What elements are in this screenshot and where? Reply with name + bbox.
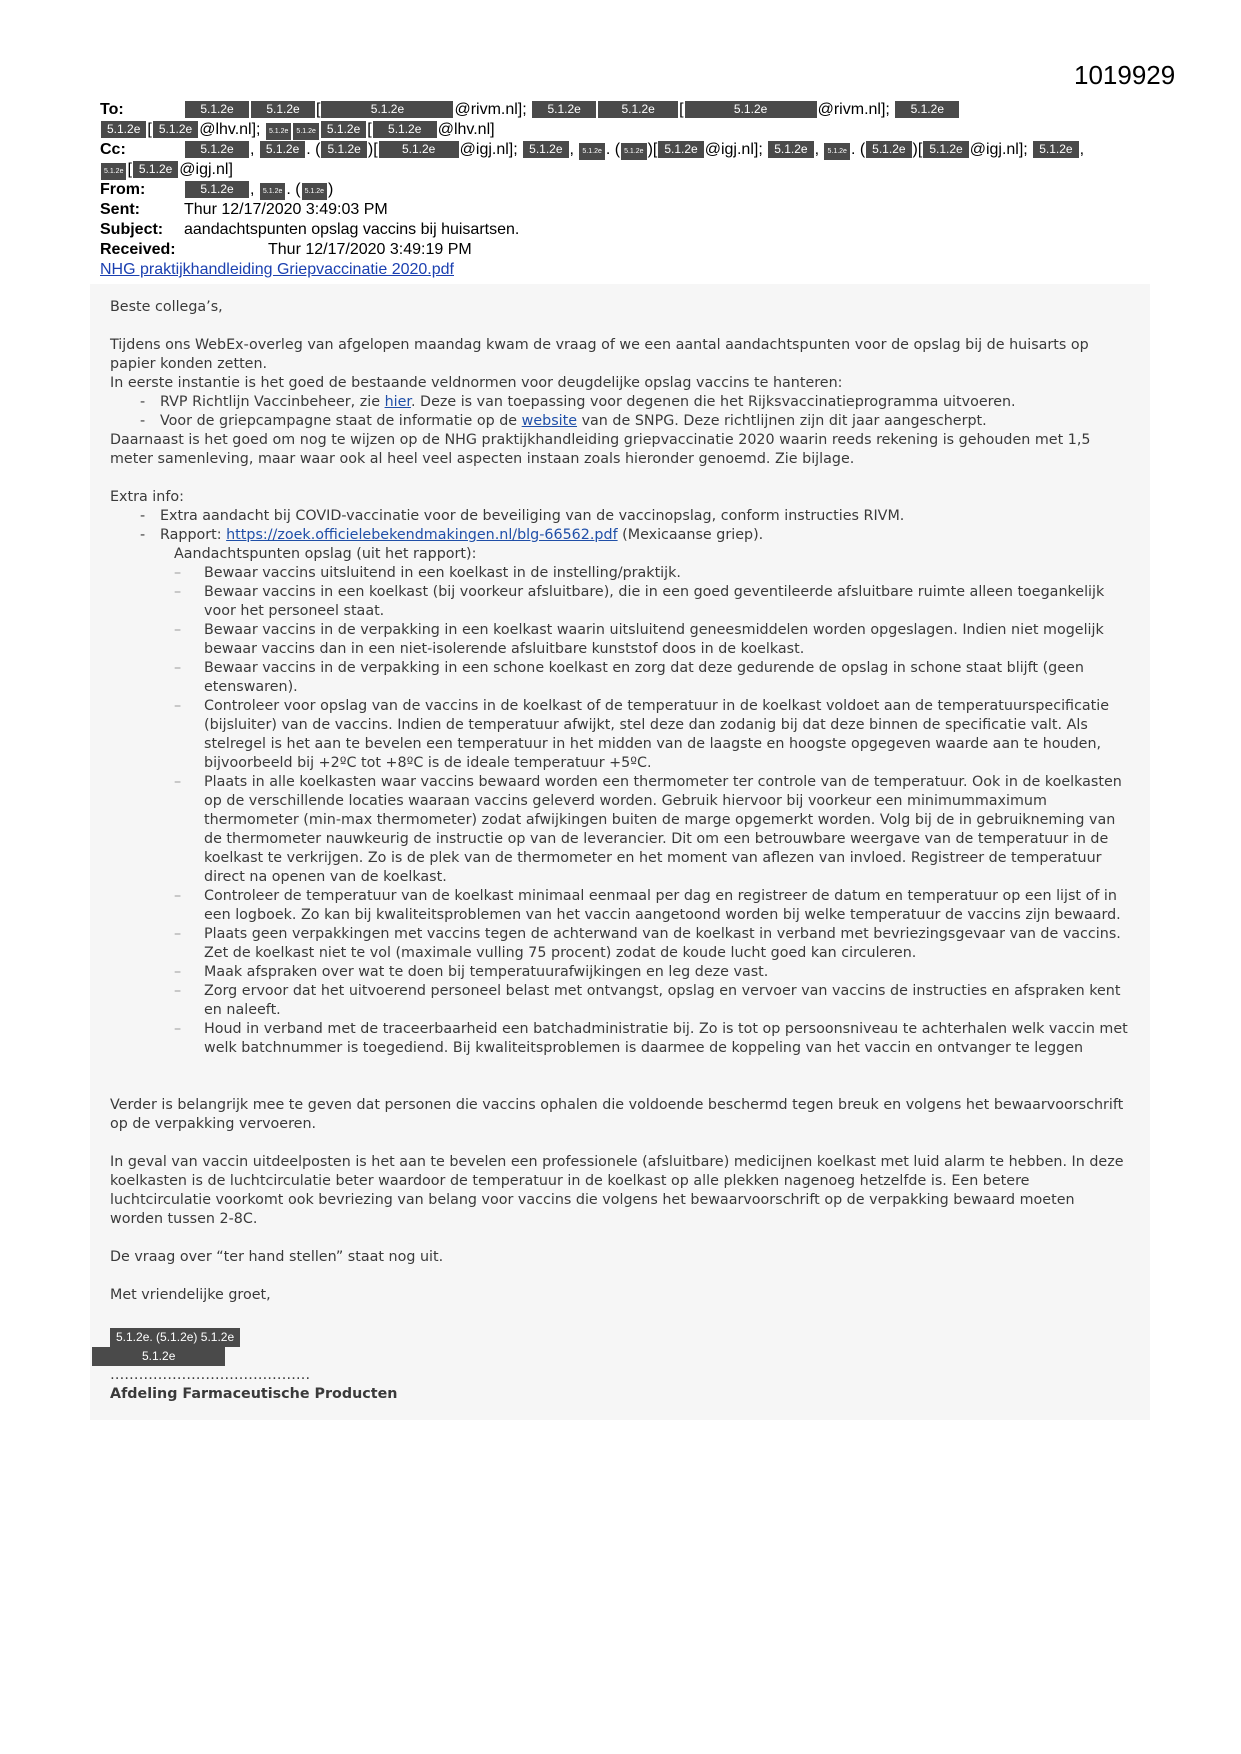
received-value: Thur 12/17/2020 3:49:19 PM [268, 241, 472, 258]
redaction: 5.1.2e [321, 121, 366, 138]
department-name: Afdeling Farmaceutische Producten [110, 1386, 398, 1402]
list-item: – Plaats geen verpakkingen met vaccins tegen de achterwand van de koelkast in verband met bevriezingsgevaar van de vaccins. Zet de koelkast niet te vol (maximale vulling 75 procent) zodat de koude lucht goed kan circuleren. [174, 925, 1130, 963]
from-row: From: 5.1.2e , 5.1.2e . ( 5.1.2e ) [100, 181, 334, 198]
redaction: 5.1.2e [658, 141, 703, 158]
redaction: 5.1.2e [621, 143, 646, 160]
email-domain: @lhv.nl]; [199, 121, 261, 138]
redaction: 5.1.2e [523, 141, 568, 158]
email-domain: @igj.nl]; [459, 141, 518, 158]
email-domain: @lhv.nl] [437, 121, 495, 138]
to-label: To: [100, 101, 124, 118]
email-header [100, 100, 1180, 280]
subject-label: Subject: [100, 221, 164, 238]
redaction: 5.1.2e [579, 143, 604, 160]
redaction: 5.1.2e [101, 121, 146, 138]
paragraph: In geval van vaccin uitdeelposten is het aan te bevelen een professionele (afsluitbare) medicijnen koelkast met luid alarm te hebben. In deze koelkasten is de luchtcirculatie beter waardoor de temperatuur in de koelkast op alle plekken nagenoeg hetzelfde is. Een betere luchtcirculatie voorkomt ook bevriezing van belang voor vaccins die volgens het bewaarvoorschrift op de verpakking bewaard moeten worden tussen 2-8C. [110, 1154, 1124, 1227]
paragraph: In eerste instantie is het goed de bestaande veldnormen voor deugdelijke opslag vaccins te hanteren: [110, 375, 843, 391]
extra-info-list [110, 507, 1130, 545]
received-label: Received: [100, 241, 176, 258]
redaction: 5.1.2e [101, 163, 126, 180]
subject-row [100, 220, 1180, 240]
paragraph: Daarnaast is het goed om nog te wijzen op de NHG praktijkhandleiding griepvaccinatie 2020 waarin reeds rekening is gehouden met 1,5 meter samenleving, maar waar ook al heel veel aspecten instaan zoals hieronder genoemd. Zie bijlage. [110, 432, 1091, 467]
extra-info-heading: Extra info: [110, 489, 184, 505]
redaction: 5.1.2e [185, 181, 249, 198]
paragraph: Tijdens ons WebEx-overleg van afgelopen maandag kwam de vraag of we een aantal aandachtspunten voor de opslag bij de huisarts op papier konden zetten. [110, 337, 1089, 372]
attachment-row [100, 260, 1180, 280]
redaction: 5.1.2e [153, 121, 198, 138]
cc-row-cont: 5.1.2e [ 5.1.2e @igj.nl] [100, 160, 1180, 180]
subheading: Aandachtspunten opslag (uit het rapport): [174, 546, 477, 562]
list-item: - Voor de griepcampagne staat de informatie op de website van de SNPG. Deze richtlijnen zijn dit jaar aangescherpt. [140, 412, 1130, 431]
redaction: 5.1.2e [321, 101, 453, 118]
redaction: 5.1.2e [685, 101, 817, 118]
redaction: 5.1.2e [251, 101, 315, 118]
closing: Met vriendelijke groet, [110, 1287, 271, 1303]
redaction: 5.1.2e [768, 141, 813, 158]
redaction: 5.1.2e [923, 141, 968, 158]
redaction: 5.1.2e [92, 1347, 225, 1366]
subject-value: aandachtspunten opslag vaccins bij huisartsen. [184, 221, 520, 238]
list-item: – Bewaar vaccins uitsluitend in een koelkast in de instelling/praktijk. [174, 564, 1130, 583]
sent-label: Sent: [100, 201, 140, 218]
redaction: 5.1.2e [302, 183, 327, 200]
redaction: 5.1.2e [185, 141, 249, 158]
redaction: 5.1.2e [321, 141, 366, 158]
redaction: 5.1.2e. (5.1.2e) 5.1.2e [110, 1328, 240, 1347]
email-domain: @igj.nl] [179, 161, 233, 178]
report-link[interactable]: https://zoek.officielebekendmakingen.nl/blg-66562.pdf [226, 527, 618, 543]
list-item: – Controleer voor opslag van de vaccins in de koelkast of de temperatuur in de koelkast voldoet aan de temperatuurspecificatie (bijsluiter) van de vaccins. Indien de temperatuur afwijkt, stel deze dan zodanig bij dat deze binnen de specificatie valt. Als stelregel is het aan te bevelen een temperatuur in het midden van de laagste en hoogste opgegeven waarde aan te houden, bijvoorbeeld bij +2ºC tot +8ºC is de ideale temperatuur +5ºC. [174, 697, 1130, 773]
redaction: 5.1.2e [260, 183, 285, 200]
email-body [90, 284, 1150, 1420]
list-item: - RVP Richtlijn Vaccinbeheer, zie hier. Deze is van toepassing voor degenen die het Rijksvaccinatieprogramma uitvoeren. [140, 393, 1130, 412]
cc-row: Cc: 5.1.2e , 5.1.2e . ( 5.1.2e )[ 5.1.2e @igj.nl]; 5.1.2e , 5.1.2e . ( 5.1.2e )[ 5.1.2e @igj.nl]; 5.1.2e , 5.1.2e . ( 5.1.2e )[ 5.1.2e @igj.nl]; 5.1.2e , [100, 141, 1085, 158]
redaction: 5.1.2e [266, 123, 291, 140]
paragraph: De vraag over “ter hand stellen” staat nog uit. [110, 1249, 444, 1265]
cc-label: Cc: [100, 141, 126, 158]
list-item: - Rapport: https://zoek.officielebekendmakingen.nl/blg-66562.pdf (Mexicaanse griep). [140, 526, 1130, 545]
from-label: From: [100, 181, 146, 198]
sent-value: Thur 12/17/2020 3:49:03 PM [184, 201, 388, 218]
email-domain: @igj.nl]; [704, 141, 763, 158]
storage-points-list [110, 564, 1130, 1058]
email-domain: @igj.nl]; [969, 141, 1028, 158]
hier-link[interactable]: hier [384, 394, 411, 410]
list-item: – Bewaar vaccins in de verpakking in een schone koelkast en zorg dat deze gedurende de opslag in schone staat blijft (geen etenswaren). [174, 659, 1130, 697]
redaction: 5.1.2e [866, 141, 911, 158]
redaction: 5.1.2e [824, 143, 849, 160]
signature [110, 1328, 1130, 1366]
document-number: 1019929 [1074, 60, 1176, 90]
list-item: – Bewaar vaccins in een koelkast (bij voorkeur afsluitbare), die in een goed geventileerde afsluitbare ruimte alleen toegankelijk voor het personeel staat. [174, 583, 1130, 621]
greeting: Beste collega’s, [110, 299, 223, 315]
list-item: – Maak afspraken over wat te doen bij temperatuurafwijkingen en leg deze vast. [174, 963, 1130, 982]
list-item: – Controleer de temperatuur van de koelkast minimaal eenmaal per dag en registreer de datum en temperatuur op een lijst of in een logboek. Zo kan bij kwaliteitsproblemen van het vaccin aangetoond worden bij welke temperatuur de vaccins zijn bewaard. [174, 887, 1130, 925]
guideline-list [110, 393, 1130, 431]
email-domain: @rivm.nl]; [454, 101, 527, 118]
redaction: 5.1.2e [1033, 141, 1078, 158]
list-item: – Bewaar vaccins in de verpakking in een koelkast waarin uitsluitend geneesmiddelen worden opgeslagen. Indien niet mogelijk bewaar vaccins dan in een niet-isolerende afsluitbare kunststof doos in de koelkast. [174, 621, 1130, 659]
redaction: 5.1.2e [293, 123, 318, 140]
list-item: – Plaats in alle koelkasten waar vaccins bewaard worden een thermometer ter controle van de temperatuur. Ook in de koelkasten op de verschillende locaties waaraan vaccins geleverd worden. Gebruik hiervoor bij voorkeur een minimummaximum thermometer (min-max thermometer) zodat afwijkingen buiten de marge opgemerkt worden. Volg bij de in gebruikneming van de thermometer nauwkeurig de instructie op van de leverancier. Dit om een betrouwbare weergave van de temperatuur in de koelkast te verkrijgen. Zo is de plek van de thermometer en het moment van aflezen van invloed. Registreer de temperatuur direct na openen van de koelkast. [174, 773, 1130, 887]
paragraph: Verder is belangrijk mee te geven dat personen die vaccins ophalen die voldoende beschermd tegen breuk en volgens het bewaarvoorschrift op de verpakking vervoeren. [110, 1097, 1124, 1132]
list-item: - Extra aandacht bij COVID-vaccinatie voor de beveiliging van de vaccinopslag, conform instructies RIVM. [140, 507, 1130, 526]
email-domain: @rivm.nl]; [817, 101, 890, 118]
redaction: 5.1.2e [895, 101, 959, 118]
received-row [100, 240, 1180, 260]
to-row: To: 5.1.2e 5.1.2e [ 5.1.2e @rivm.nl]; 5.1.2e 5.1.2e [ 5.1.2e @rivm.nl]; 5.1.2e [100, 100, 1180, 120]
attachment-link[interactable]: NHG praktijkhandleiding Griepvaccinatie 2020.pdf [100, 261, 454, 278]
redaction: 5.1.2e [598, 101, 678, 118]
redaction: 5.1.2e [532, 101, 596, 118]
signature-dots: …………………………………… [110, 1367, 311, 1383]
sent-row [100, 200, 1180, 220]
redaction: 5.1.2e [185, 101, 249, 118]
redaction: 5.1.2e [260, 141, 305, 158]
list-item: – Zorg ervoor dat het uitvoerend personeel belast met ontvangst, opslag en vervoer van vaccins de instructies en afspraken kent en naleeft. [174, 982, 1130, 1020]
to-row-cont: 5.1.2e [ 5.1.2e @lhv.nl]; 5.1.2e 5.1.2e 5.1.2e [ 5.1.2e @lhv.nl] [100, 120, 1180, 140]
redaction: 5.1.2e [379, 141, 459, 158]
website-link[interactable]: website [521, 413, 578, 429]
redaction: 5.1.2e [133, 161, 178, 178]
redaction: 5.1.2e [373, 121, 437, 138]
list-item: – Houd in verband met de traceerbaarheid een batchadministratie bij. Zo is tot op persoonsniveau te achterhalen welk vaccin met welk batchnummer is toegediend. Bij kwaliteitsproblemen is daarmee de koppeling van het vaccin en ontvanger te leggen [174, 1020, 1130, 1058]
